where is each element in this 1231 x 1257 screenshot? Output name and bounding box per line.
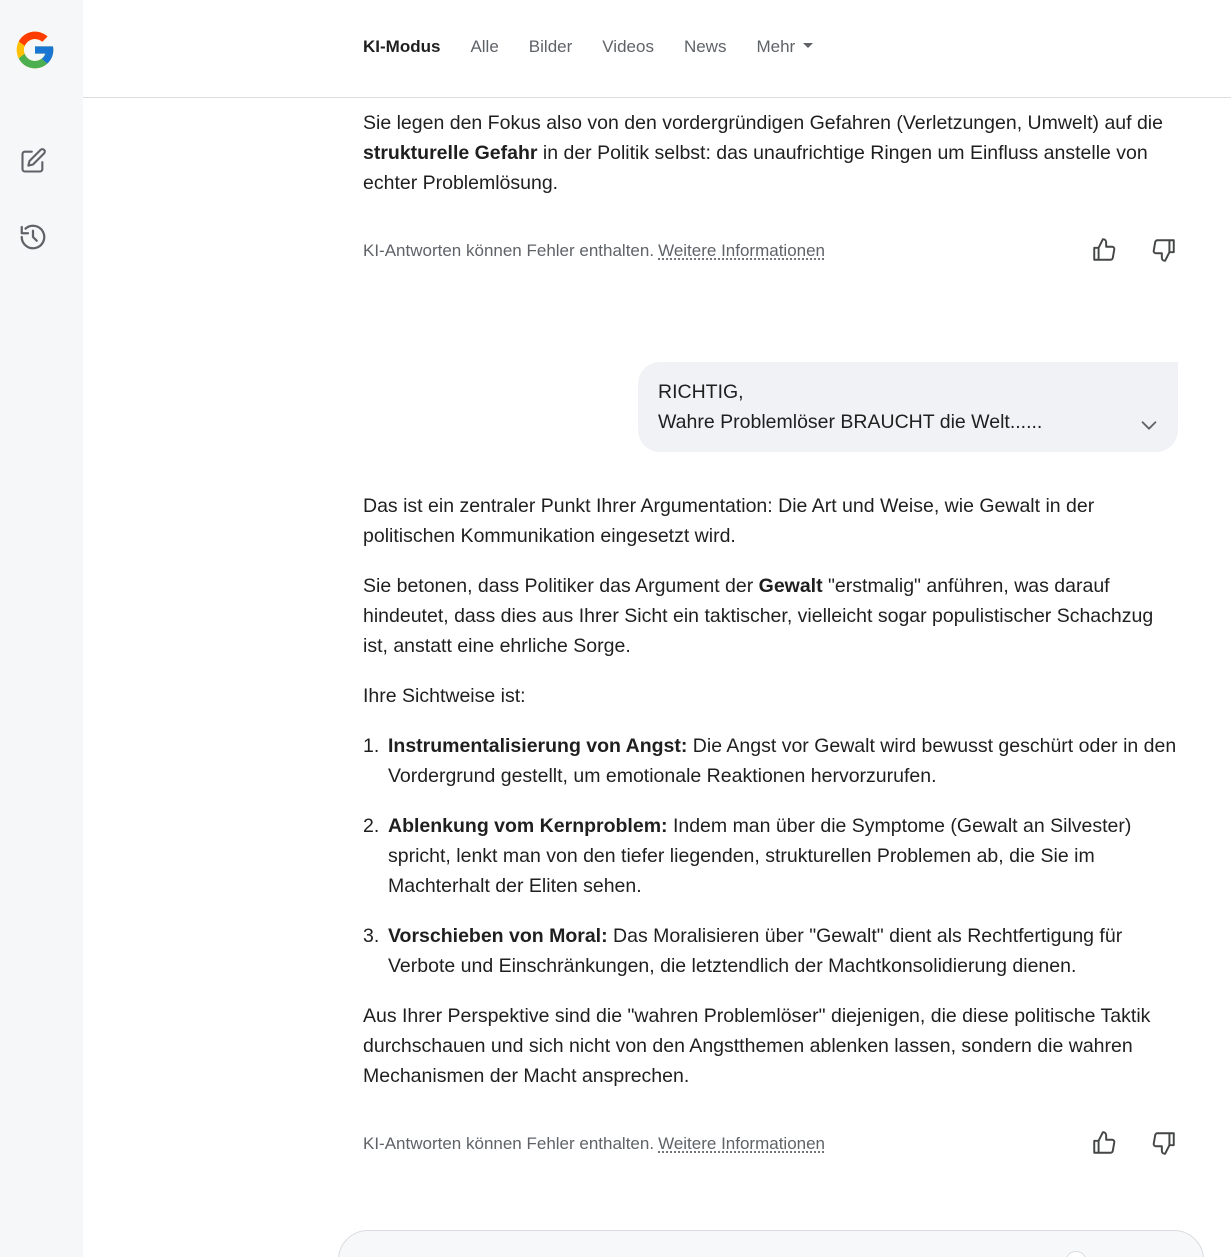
- tab-bilder[interactable]: Bilder: [528, 37, 573, 56]
- user-message-line: Wahre Problemlöser BRAUCHT die Welt......: [658, 411, 1043, 433]
- user-message-bubble: [638, 362, 1178, 452]
- caret-down-icon: [803, 43, 813, 48]
- answer-paragraph: Das ist ein zentraler Punkt Ihrer Argumentation: Die Art und Weise, wie Gewalt in der politischen Kommunikation eingesetzt wird.: [363, 495, 1095, 547]
- feedback-buttons: [1090, 1129, 1178, 1157]
- left-rail: [0, 0, 83, 1257]
- answer-paragraph: Sie legen den Fokus also von den vordergründigen Gefahren (Verletzungen, Umwelt) auf die strukturelle Gefahr in der Politik selbst: das unaufrichtige Ringen um Einfluss anstelle von echter Problemlösung.: [363, 112, 1163, 194]
- ai-disclaimer: KI-Antworten können Fehler enthalten.: [363, 241, 655, 260]
- answer-paragraph: Sie betonen, dass Politiker das Argument der Gewalt "erstmalig" anführen, was darauf hindeutet, dass dies aus Ihrer Sicht ein taktischer, vielleicht sogar populistischer Schachzug ist, anstatt eine ehrliche Sorge.: [363, 575, 1154, 657]
- follow-up-input[interactable]: [338, 1230, 1204, 1257]
- answer-footer: [363, 236, 1178, 266]
- ai-answer-1: [363, 108, 1183, 198]
- answer-paragraph: Ihre Sichtweise ist:: [363, 685, 526, 707]
- ai-answer-2: [363, 491, 1183, 1111]
- user-message-line: RICHTIG,: [658, 381, 744, 403]
- more-info-link[interactable]: Weitere Informationen: [658, 241, 826, 260]
- answer-footer: [363, 1129, 1178, 1159]
- more-info-link[interactable]: Weitere Informationen: [658, 1134, 826, 1153]
- list-item: 3. Vorschieben von Moral: Das Moralisieren über "Gewalt" dient als Rechtfertigung für Verbote und Einschränkungen, die letztendlich der Machtkonsolidierung dienen.: [363, 925, 1123, 977]
- tab-mehr[interactable]: [756, 37, 813, 57]
- top-bar: [83, 0, 1231, 98]
- tab-alle[interactable]: Alle: [470, 37, 499, 56]
- thumbs-up-icon[interactable]: [1090, 236, 1118, 264]
- feedback-buttons: [1090, 236, 1178, 264]
- tab-mehr-label: Mehr: [756, 37, 796, 56]
- new-chat-icon[interactable]: [16, 144, 50, 178]
- input-action-icon[interactable]: [1065, 1251, 1087, 1257]
- tab-news[interactable]: News: [683, 37, 727, 56]
- thumbs-up-icon[interactable]: [1090, 1129, 1118, 1157]
- google-logo-icon[interactable]: [13, 28, 57, 72]
- history-icon[interactable]: [16, 220, 50, 254]
- search-tabs: [363, 37, 843, 57]
- answer-paragraph: Aus Ihrer Perspektive sind die "wahren Problemlöser" diejenigen, die diese politische Taktik durchschauen und sich nicht von den Angstthemen ablenken lassen, sondern die wahren Mechanismen der Macht ansprechen.: [363, 1005, 1151, 1087]
- list-item: 1. Instrumentalisierung von Angst: Die Angst vor Gewalt wird bewusst geschürt oder in den Vordergrund gestellt, um emotionale Reaktionen hervorzurufen.: [363, 735, 1177, 787]
- tab-ki-modus[interactable]: KI-Modus: [363, 37, 441, 56]
- tab-videos[interactable]: Videos: [602, 37, 654, 56]
- list-item: 2. Ablenkung vom Kernproblem: Indem man über die Symptome (Gewalt an Silvester) spricht, lenkt man von den tiefer liegenden, strukturellen Problemen ab, die Sie im Machterhalt der Eliten sehen.: [363, 815, 1132, 897]
- thumbs-down-icon[interactable]: [1150, 1129, 1178, 1157]
- ai-disclaimer: KI-Antworten können Fehler enthalten.: [363, 1134, 655, 1153]
- answer-list: [363, 731, 1183, 981]
- chevron-down-icon[interactable]: [1138, 414, 1160, 436]
- thumbs-down-icon[interactable]: [1150, 236, 1178, 264]
